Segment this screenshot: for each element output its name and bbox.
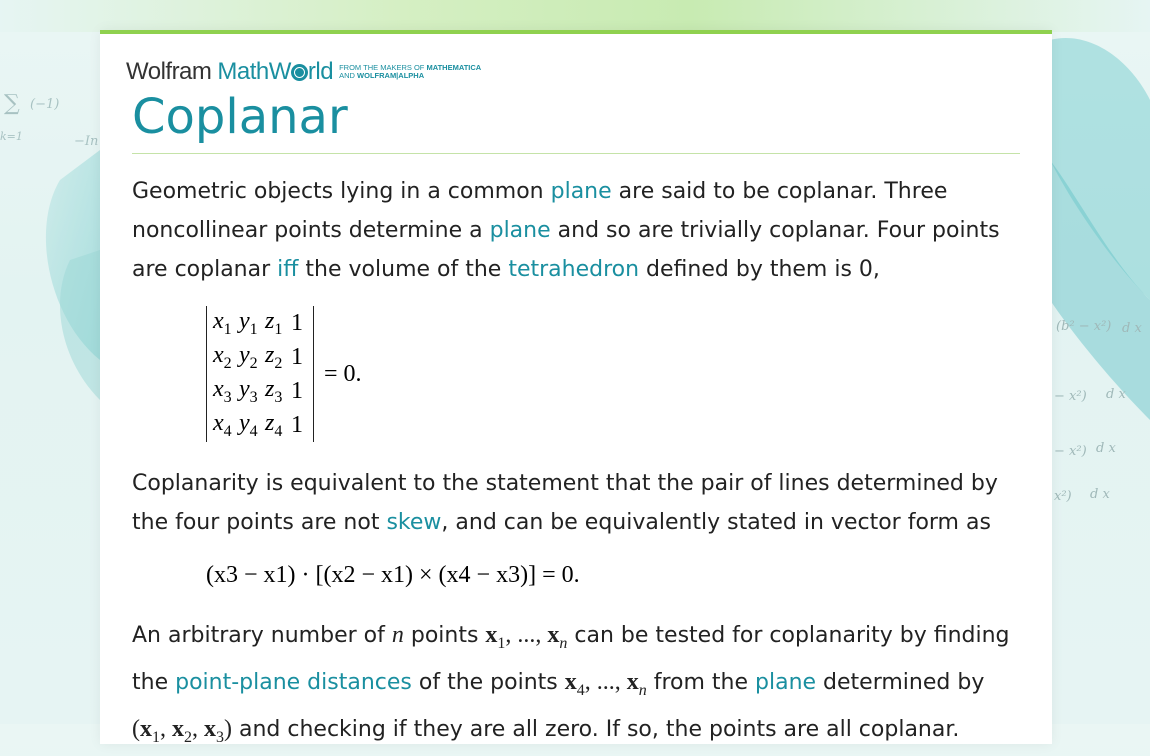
text-segment: points <box>403 623 486 648</box>
link-point-plane-distances[interactable]: point-plane distances <box>175 669 412 695</box>
logo-mathworld-suffix: rld <box>307 58 334 85</box>
title-divider <box>132 153 1020 154</box>
text-segment: of the points <box>411 669 565 695</box>
text-segment: can be tested for coplanarity by finding the <box>132 623 1010 695</box>
article-card <box>100 30 1052 744</box>
svg-text:d x: d x <box>1122 321 1142 336</box>
page-title: Coplanar <box>132 89 348 145</box>
matrix-row: $x_1$ $y_1$ $z_1$ 1 <box>213 307 303 338</box>
determinant-matrix <box>206 306 314 442</box>
link-plane[interactable]: plane <box>550 179 612 204</box>
math-points-x1-xn: $x_1$, ..., $x_n$ <box>485 622 568 652</box>
tagline-line2: AND <box>339 71 355 80</box>
logo-wolfram-text: Wolfram <box>126 58 212 85</box>
paragraph-arbitrary-points <box>132 616 1022 756</box>
logo-mathworld-text <box>217 58 333 86</box>
tagline-line1: FROM THE MAKERS OF <box>339 63 425 72</box>
tagline-mathematica: MATHEMATICA <box>426 63 482 72</box>
matrix-row: $x_3$ $y_3$ $z_3$ 1 <box>213 375 303 406</box>
text-segment: Coplanarity is equivalent to the statement that the pair of lines determined by the four points are not <box>132 471 998 535</box>
link-plane[interactable]: plane <box>489 218 551 243</box>
paragraph-coplanarity <box>132 464 1022 542</box>
svg-text:(b² − x²): (b² − x²) <box>1056 319 1112 334</box>
globe-icon <box>291 64 308 81</box>
svg-text:∑: ∑ <box>4 91 20 116</box>
paragraph-intro <box>132 172 1012 289</box>
text-segment: and checking if they are all zero. If so, the points are all coplanar. <box>232 716 960 742</box>
text-segment: and so are trivially coplanar. Four points are coplanar <box>132 218 1000 282</box>
text-segment: Geometric objects lying in a common <box>132 179 551 204</box>
site-logo[interactable] <box>126 58 481 86</box>
matrix-row: $x_2$ $y_2$ $z_2$ 1 <box>213 341 303 372</box>
link-tetrahedron[interactable]: tetrahedron <box>508 257 640 282</box>
background-math-art-left <box>0 0 100 724</box>
logo-mathworld-prefix: MathW <box>217 58 291 85</box>
text-segment: determined by <box>816 669 985 695</box>
svg-text:x²): x²) <box>1054 489 1072 504</box>
logo-tagline <box>339 64 481 80</box>
vector-equation: (x3 − x1) · [(x2 − x1) × (x4 − x3)] = 0. <box>206 562 580 588</box>
background-decoration-right <box>1050 0 1150 724</box>
determinant-equals-zero: = 0. <box>324 360 362 387</box>
tagline-wolfram-alpha: WOLFRAM|ALPHA <box>357 71 425 80</box>
text-segment: the volume of the <box>298 257 509 282</box>
svg-text:− x²): − x²) <box>1054 444 1087 459</box>
svg-text:d x: d x <box>1106 387 1126 402</box>
svg-text:d x: d x <box>1096 441 1116 456</box>
svg-text:d x: d x <box>1090 487 1110 502</box>
text-segment: from the <box>646 669 756 695</box>
link-iff[interactable]: iff <box>277 257 299 282</box>
background-math-art-right <box>1050 0 1150 724</box>
math-triple-x1-x2-x3: ($x_1$, $x_2$, $x_3$) <box>132 715 232 746</box>
text-segment: An arbitrary number of <box>132 623 392 648</box>
determinant-equation <box>206 306 362 442</box>
header-decoration <box>0 0 1150 32</box>
math-n: n <box>391 622 404 648</box>
math-points-x4-xn: $x_4$, ..., $x_n$ <box>564 668 647 699</box>
text-segment: defined by them is 0, <box>639 257 880 282</box>
link-skew[interactable]: skew <box>386 510 442 535</box>
matrix-row: $x_4$ $y_4$ $z_4$ 1 <box>213 409 303 440</box>
background-decoration-left <box>0 0 100 724</box>
link-plane[interactable]: plane <box>755 669 817 695</box>
text-segment: , and can be equivalently stated in vector form as <box>441 510 991 535</box>
svg-text:−In: −In <box>74 134 99 149</box>
svg-text:(−1): (−1) <box>30 97 60 112</box>
svg-text:k=1: k=1 <box>0 130 23 143</box>
svg-text:− x²): − x²) <box>1054 389 1087 404</box>
text-segment: are said to be coplanar. Three noncollinear points determine a <box>132 179 948 243</box>
